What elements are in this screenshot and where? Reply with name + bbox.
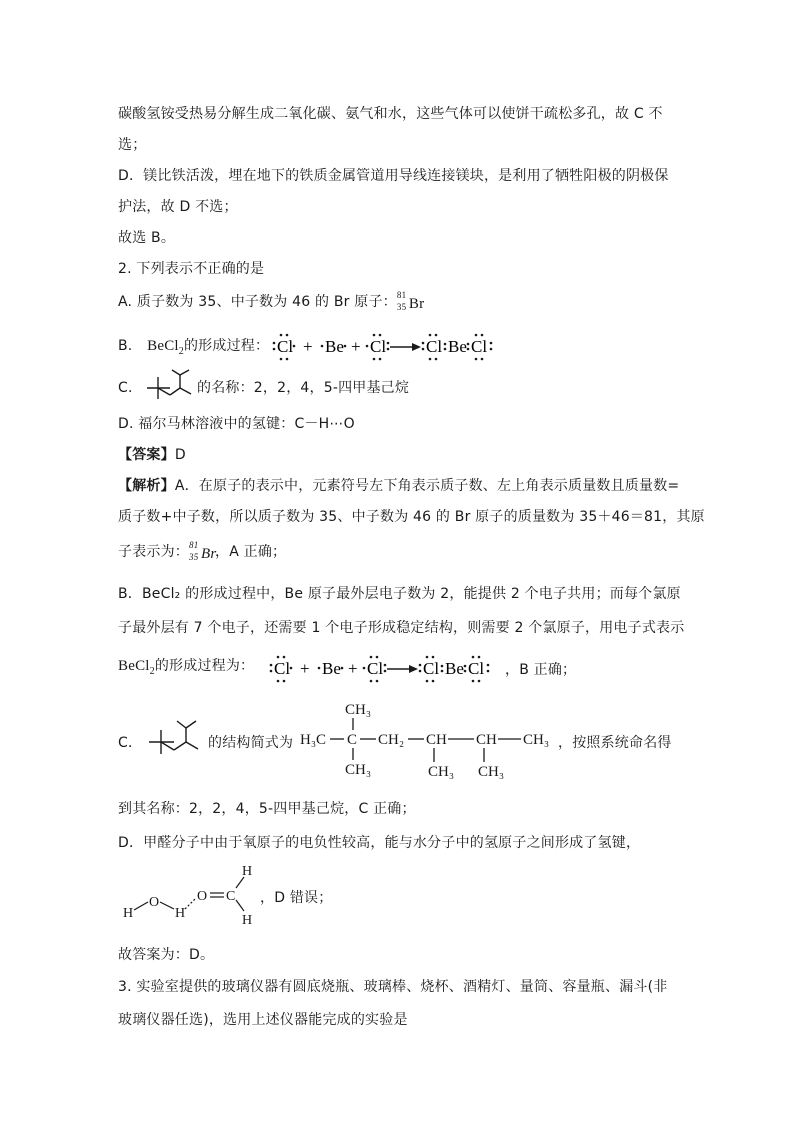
chlorine-symbol: Cl (277, 337, 294, 356)
chlorine-symbol: Cl (274, 659, 291, 678)
option-b-prefix: B. (118, 338, 133, 354)
condensed-structural-formula (298, 698, 556, 780)
analysis-label: 【解析】 (118, 478, 175, 494)
ch3-group: CH₃ (345, 762, 372, 778)
arrow-head-icon (412, 343, 421, 351)
oxygen-symbol: O (149, 895, 160, 910)
text-line: 子表示为： 81 35 Br ，A 正确； (118, 540, 287, 562)
text-line: 选； (118, 137, 147, 153)
answer-label: 【答案】 (118, 447, 175, 463)
chlorine-symbol: Cl (423, 659, 440, 678)
atomic-number: 35 (396, 302, 407, 312)
arrow-head-icon (409, 665, 418, 673)
option-b-text: 的形成过程： (183, 338, 270, 354)
text-line: D．镁比铁活泼，埋在地下的铁质金属管道用导线连接镁块，是利用了牺牲阳极的阴极保 (118, 168, 669, 184)
ch3-group: CH₃ (478, 764, 505, 780)
mass-number: 81 (396, 290, 407, 300)
question-stem: 3. 实验室提供的玻璃仪器有圆底烧瓶、玻璃棒、烧杯、酒精灯、量筒、容量瓶、漏斗(非 (118, 979, 668, 995)
beryllium-symbol: Be (445, 659, 464, 678)
isotope-symbol (397, 292, 423, 312)
element-symbol: Br (408, 296, 425, 312)
chlorine-symbol: Cl (426, 337, 443, 356)
hydrogen-symbol: H (242, 913, 253, 928)
option-c-prefix: C. (118, 380, 133, 396)
ch3-group: CH₃ (523, 732, 550, 748)
skeletal-structure-c-analysis (146, 718, 206, 760)
hydrogen-bond-diagram (118, 858, 268, 928)
plus-sign: + (351, 337, 361, 356)
option-a-text: A. 质子数为 35、中子数为 46 的 Br 原子： (118, 294, 397, 310)
h3c-group: H₃C (300, 732, 327, 748)
chlorine-symbol: Cl (367, 659, 384, 678)
isotope-symbol: 81 35 Br (189, 540, 217, 562)
beryllium-symbol: Be (448, 337, 467, 356)
text-line: 的结构简式为 (208, 735, 294, 751)
analysis-line: 【解析】A．在原子的表示中，元素符号左下角表示质子数、左上角表示质量数且质量数= (118, 478, 680, 494)
option-b (118, 336, 269, 362)
carbon-symbol: C (226, 889, 236, 904)
option-a (118, 292, 423, 312)
carbon-symbol: C (347, 732, 358, 748)
text-line: D．甲醛分子中由于氧原子的电负性较高，能与水分子中的氢原子之间形成了氢键， (118, 835, 641, 851)
option-d: D. 福尔马林溶液中的氢键：C－H⋯O (118, 416, 355, 432)
plus-sign: + (300, 659, 310, 678)
text-line: BeCl$_2$的形成过程为： (118, 658, 255, 677)
becl2-formula: BeCl$_2$ (118, 658, 155, 677)
answer-line (118, 445, 186, 465)
ch3-group: CH₃ (345, 702, 372, 718)
becl2-lewis-formation-analysis (265, 652, 505, 686)
ch3-group: CH₃ (428, 764, 455, 780)
text-line: ，D 错误； (260, 890, 333, 906)
skeletal-structure-c (144, 368, 196, 402)
text-line: ，按照系统命名得 (558, 735, 672, 751)
hydrogen-symbol: H (242, 864, 253, 879)
option-c-text: 的名称：2，2，4，5-四甲基己烷 (197, 380, 410, 396)
beryllium-symbol: Be (325, 337, 344, 356)
ch2-group: CH₂ (378, 732, 405, 748)
text-line: 到其名称：2，2，4，5-四甲基己烷，C 正确； (118, 801, 416, 817)
analysis-c-prefix: C． (118, 735, 143, 751)
plus-sign: + (303, 337, 313, 356)
beryllium-symbol: Be (322, 659, 341, 678)
plus-sign: + (348, 659, 358, 678)
question-stem: 玻璃仪器任选)，选用上述仪器能完成的实验是 (118, 1012, 408, 1028)
text-line: ，B 正确； (505, 662, 577, 678)
hydrogen-symbol: H (123, 906, 134, 921)
becl2-lewis-formation-b (268, 330, 508, 364)
answer-value: D (174, 447, 186, 463)
chlorine-symbol: Cl (370, 337, 387, 356)
text-line: 故选 B。 (118, 230, 176, 246)
question-stem: 2. 下列表示不正确的是 (118, 261, 265, 277)
chlorine-symbol: Cl (471, 337, 488, 356)
becl2-formula: BeCl$_2$ (147, 338, 184, 357)
hydrogen-symbol: H (175, 906, 186, 921)
text-line: 子最外层有 7 个电子，还需要 1 个电子形成稳定结构，则需要 2 个氯原子，用电子式表示 (118, 620, 685, 636)
chlorine-symbol: Cl (468, 659, 485, 678)
text-line: 护法，故 D 不选； (118, 199, 238, 215)
conclusion-line: 故答案为：D。 (118, 947, 215, 963)
text-line: B．BeCl₂ 的形成过程中，Be 原子最外层电子数为 2，能提供 2 个电子共用；而每个氯原 (118, 586, 681, 602)
text-line: 碳酸氢铵受热易分解生成二氧化碳、氨气和水，这些气体可以使饼干疏松多孔，故 C 不 (118, 106, 663, 122)
oxygen-symbol: O (197, 889, 208, 904)
ch-group: CH (426, 732, 447, 748)
ch-group: CH (476, 732, 497, 748)
text-line: 质子数+中子数，所以质子数为 35、中子数为 46 的 Br 原子的质量数为 35＋46＝81，其原 (118, 509, 705, 525)
